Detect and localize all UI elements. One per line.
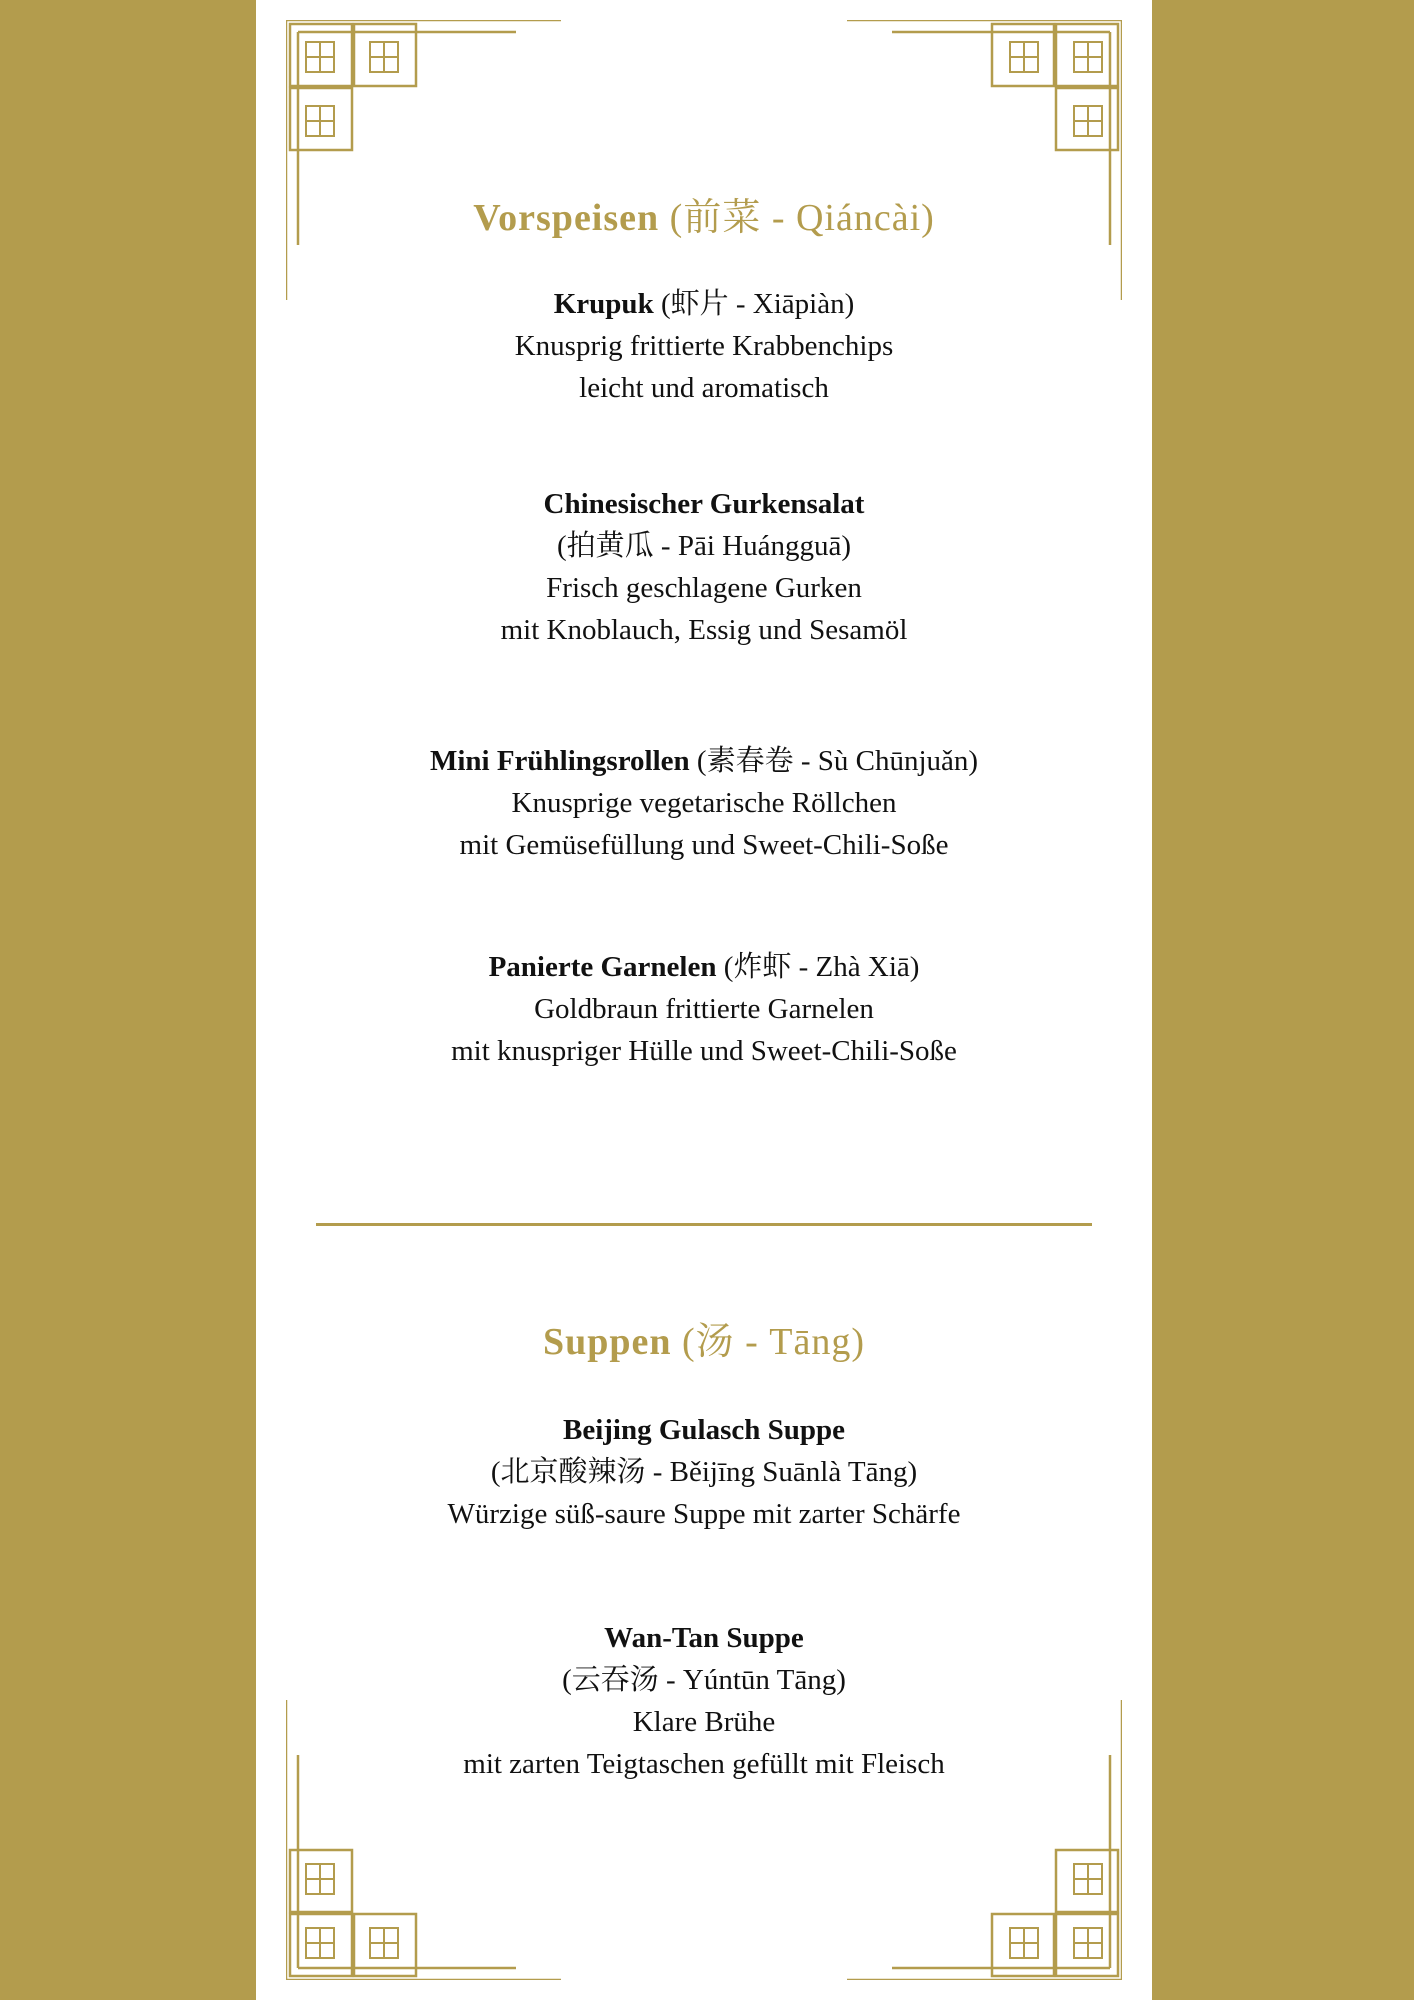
- menu-item-krupuk: [256, 283, 1152, 409]
- item-description: Knusprige vegetarische Röllchen: [511, 787, 897, 819]
- item-name: Mini Frühlingsrollen: [429, 745, 690, 777]
- item-description: leicht und aromatisch: [579, 372, 829, 404]
- item-description: mit Knoblauch, Essig und Sesamöl: [500, 614, 908, 646]
- item-name-cn: (素春卷 - Sù Chūnjuǎn): [689, 745, 979, 777]
- menu-item-beijing-suppe: [256, 1409, 1152, 1535]
- item-description: mit Gemüsefüllung und Sweet-Chili-Soße: [459, 829, 949, 861]
- corner-ornament-top-right: [822, 20, 1122, 320]
- item-name-cn: (炸虾 - Zhà Xiā): [716, 951, 920, 983]
- item-description: Klare Brühe: [632, 1706, 776, 1738]
- section-title-vorspeisen: [256, 186, 1152, 241]
- corner-ornament-top-left: [286, 20, 586, 320]
- section-title-cn: (前菜 - Qiáncài): [669, 197, 935, 239]
- menu-item-fruehlingsrollen: [256, 740, 1152, 866]
- item-description: Frisch geschlagene Gurken: [546, 572, 862, 604]
- item-description: Goldbraun frittierte Garnelen: [534, 993, 874, 1025]
- item-name: Krupuk: [553, 288, 654, 320]
- menu-page: [256, 0, 1152, 2000]
- item-name-cn: (北京酸辣汤 - Běijīng Suānlà Tāng): [490, 1456, 918, 1488]
- section-title-cn: (汤 - Tāng): [682, 1321, 866, 1363]
- item-name-cn: (拍黄瓜 - Pāi Huángguā): [557, 530, 851, 562]
- item-description: Würzige süß-saure Suppe mit zarter Schärfe: [447, 1498, 961, 1530]
- menu-item-garnelen: [256, 946, 1152, 1072]
- item-description: Knusprig frittierte Krabbenchips: [514, 330, 894, 362]
- item-name: Chinesischer Gurkensalat: [543, 488, 865, 520]
- section-title-text: Suppen: [542, 1321, 672, 1363]
- item-description: mit zarten Teigtaschen gefüllt mit Fleisch: [463, 1748, 945, 1780]
- item-name: Wan-Tan Suppe: [604, 1622, 804, 1654]
- item-description: mit knuspriger Hülle und Sweet-Chili-Soße: [451, 1035, 957, 1067]
- section-title-text: Vorspeisen: [473, 197, 660, 239]
- item-name-cn: (虾片 - Xiāpiàn): [653, 288, 855, 320]
- menu-item-gurkensalat: [256, 483, 1152, 651]
- menu-item-wantan-suppe: [256, 1617, 1152, 1785]
- item-name-cn: (云吞汤 - Yúntūn Tāng): [562, 1664, 846, 1696]
- item-name: Beijing Gulasch Suppe: [562, 1414, 846, 1446]
- section-title-suppen: [256, 1310, 1152, 1365]
- item-name: Panierte Garnelen: [488, 951, 717, 983]
- section-divider: [316, 1223, 1092, 1226]
